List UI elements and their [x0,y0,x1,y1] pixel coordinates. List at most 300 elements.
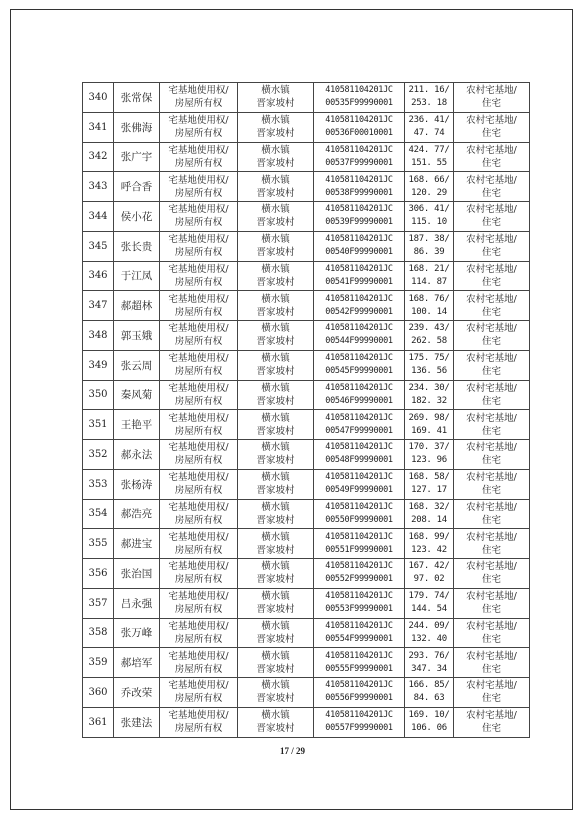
area-line-1: 167. 42/ [408,561,450,572]
location-line-1: 横水镇 [261,531,290,543]
right-type-cell [160,350,238,380]
location-line-1: 横水镇 [261,442,290,454]
usage-cell [454,231,530,261]
right-type-line-1: 宅基地使用权/ [168,650,229,662]
record-number-cell: 345 [83,231,114,261]
area-line-1: 187. 38/ [408,234,450,245]
right-type-line-1: 宅基地使用权/ [168,85,229,97]
right-type-cell [160,261,238,291]
right-type-cell [160,707,238,737]
unit-code-cell [314,440,405,470]
right-type-cell [160,469,238,499]
right-type-line-1: 宅基地使用权/ [168,115,229,127]
location-line-1: 横水镇 [261,115,290,127]
unit-code-cell [314,202,405,232]
right-type-cell [160,380,238,410]
owner-name-cell: 郝浩亮 [114,499,160,529]
record-number-cell: 341 [83,112,114,142]
right-type-line-1: 宅基地使用权/ [168,710,229,722]
usage-line-1: 农村宅基地/ [466,293,517,305]
unit-code-line-1: 410581104201JC [325,412,393,423]
usage-line-2: 住宅 [481,693,501,705]
usage-line-1: 农村宅基地/ [466,174,517,186]
unit-code-line-2: 00550F99990001 [325,514,393,525]
location-cell [238,588,314,618]
location-line-2: 晋家坡村 [256,455,295,467]
usage-line-2: 住宅 [481,247,501,259]
usage-cell [454,588,530,618]
unit-code-cell [314,707,405,737]
area-line-2: 253. 18 [411,98,447,109]
usage-cell [454,261,530,291]
location-line-1: 横水镇 [261,204,290,216]
area-cell [405,380,454,410]
location-cell [238,231,314,261]
location-line-2: 晋家坡村 [256,187,295,199]
area-cell [405,112,454,142]
unit-code-line-1: 410581104201JC [325,620,393,631]
usage-cell [454,618,530,648]
right-type-cell [160,83,238,113]
location-line-2: 晋家坡村 [256,574,295,586]
area-line-2: 132. 40 [411,633,447,644]
unit-code-cell [314,261,405,291]
unit-code-cell [314,499,405,529]
location-cell [238,261,314,291]
location-line-2: 晋家坡村 [256,723,295,735]
usage-line-2: 住宅 [481,514,501,526]
right-type-line-2: 房屋所有权 [174,455,223,467]
owner-name-cell: 张常保 [114,83,160,113]
unit-code-cell [314,678,405,708]
area-line-2: 169. 41 [411,425,447,436]
usage-cell [454,142,530,172]
area-cell [405,648,454,678]
owner-name-cell: 王艳平 [114,410,160,440]
usage-cell [454,380,530,410]
table-row [83,529,530,559]
record-number-cell: 353 [83,469,114,499]
location-line-2: 晋家坡村 [256,217,295,229]
area-cell [405,707,454,737]
right-type-line-2: 房屋所有权 [174,217,223,229]
location-cell [238,380,314,410]
unit-code-line-2: 00555F99990001 [325,663,393,674]
usage-line-2: 住宅 [481,336,501,348]
right-type-line-1: 宅基地使用权/ [168,620,229,632]
area-line-1: 169. 10/ [408,710,450,721]
location-line-2: 晋家坡村 [256,514,295,526]
record-number-cell: 347 [83,291,114,321]
right-type-line-1: 宅基地使用权/ [168,323,229,335]
usage-line-1: 农村宅基地/ [466,680,517,692]
area-cell [405,618,454,648]
right-type-line-1: 宅基地使用权/ [168,680,229,692]
usage-line-2: 住宅 [481,306,501,318]
right-type-line-2: 房屋所有权 [174,366,223,378]
area-line-2: 127. 17 [411,485,447,496]
right-type-line-2: 房屋所有权 [174,574,223,586]
right-type-line-2: 房屋所有权 [174,276,223,288]
usage-line-1: 农村宅基地/ [466,531,517,543]
usage-cell [454,291,530,321]
unit-code-line-2: 00535F99990001 [325,98,393,109]
usage-line-2: 住宅 [481,574,501,586]
usage-line-2: 住宅 [481,633,501,645]
location-cell [238,410,314,440]
location-line-1: 横水镇 [261,650,290,662]
location-line-2: 晋家坡村 [256,336,295,348]
area-line-1: 168. 58/ [408,472,450,483]
usage-line-1: 农村宅基地/ [466,204,517,216]
usage-line-2: 住宅 [481,544,501,556]
right-type-line-2: 房屋所有权 [174,693,223,705]
right-type-line-2: 房屋所有权 [174,157,223,169]
usage-line-2: 住宅 [481,663,501,675]
unit-code-cell [314,291,405,321]
usage-line-2: 住宅 [481,217,501,229]
unit-code-line-1: 410581104201JC [325,234,393,245]
right-type-cell [160,529,238,559]
right-type-cell [160,440,238,470]
location-cell [238,142,314,172]
unit-code-line-1: 410581104201JC [325,472,393,483]
right-type-cell [160,112,238,142]
record-number-cell: 352 [83,440,114,470]
usage-cell [454,83,530,113]
table-row [83,559,530,589]
location-line-2: 晋家坡村 [256,128,295,140]
table-row [83,410,530,440]
area-cell [405,529,454,559]
location-line-2: 晋家坡村 [256,157,295,169]
usage-line-1: 农村宅基地/ [466,620,517,632]
area-line-2: 347. 34 [411,663,447,674]
record-number-cell: 344 [83,202,114,232]
area-cell [405,678,454,708]
right-type-line-1: 宅基地使用权/ [168,382,229,394]
owner-name-cell: 侯小花 [114,202,160,232]
usage-line-2: 住宅 [481,187,501,199]
area-line-1: 168. 66/ [408,174,450,185]
area-cell [405,559,454,589]
usage-line-2: 住宅 [481,128,501,140]
right-type-line-2: 房屋所有权 [174,128,223,140]
location-line-2: 晋家坡村 [256,633,295,645]
table-row [83,440,530,470]
unit-code-line-1: 410581104201JC [325,174,393,185]
unit-code-cell [314,588,405,618]
location-cell [238,529,314,559]
usage-cell [454,321,530,351]
table-row [83,172,530,202]
owner-name-cell: 郝超林 [114,291,160,321]
area-cell [405,321,454,351]
location-cell [238,678,314,708]
area-line-2: 123. 42 [411,544,447,555]
owner-name-cell: 于江凤 [114,261,160,291]
unit-code-cell [314,469,405,499]
location-line-1: 横水镇 [261,85,290,97]
location-line-2: 晋家坡村 [256,425,295,437]
right-type-cell [160,142,238,172]
page-number: 17 / 29 [279,746,305,756]
location-line-1: 横水镇 [261,293,290,305]
usage-line-2: 住宅 [481,723,501,735]
usage-cell [454,440,530,470]
area-line-2: 262. 58 [411,336,447,347]
right-type-cell [160,499,238,529]
owner-name-cell: 张杨涛 [114,469,160,499]
table-body [83,83,530,738]
area-line-2: 84. 63 [413,693,445,704]
unit-code-line-1: 410581104201JC [325,353,393,364]
location-line-2: 晋家坡村 [256,395,295,407]
location-line-1: 横水镇 [261,412,290,424]
location-line-1: 横水镇 [261,234,290,246]
area-line-1: 239. 43/ [408,323,450,334]
owner-name-cell: 郝永法 [114,440,160,470]
unit-code-line-1: 410581104201JC [325,144,393,155]
table-row [83,142,530,172]
record-number-cell: 355 [83,529,114,559]
right-type-line-2: 房屋所有权 [174,425,223,437]
usage-cell [454,172,530,202]
unit-code-cell [314,112,405,142]
right-type-cell [160,588,238,618]
location-line-2: 晋家坡村 [256,693,295,705]
unit-code-line-2: 00556F99990001 [325,693,393,704]
usage-line-1: 农村宅基地/ [466,650,517,662]
unit-code-line-1: 410581104201JC [325,204,393,215]
location-cell [238,469,314,499]
location-cell [238,440,314,470]
owner-name-cell: 张万峰 [114,618,160,648]
unit-code-line-2: 00552F99990001 [325,574,393,585]
right-type-line-2: 房屋所有权 [174,663,223,675]
owner-name-cell: 郝培军 [114,648,160,678]
usage-line-2: 住宅 [481,604,501,616]
usage-line-2: 住宅 [481,485,501,497]
area-cell [405,291,454,321]
table-row [83,261,530,291]
right-type-line-2: 房屋所有权 [174,247,223,259]
table-row [83,112,530,142]
area-cell [405,202,454,232]
usage-cell [454,648,530,678]
usage-line-1: 农村宅基地/ [466,115,517,127]
unit-code-line-1: 410581104201JC [325,85,393,96]
usage-line-1: 农村宅基地/ [466,263,517,275]
right-type-line-1: 宅基地使用权/ [168,293,229,305]
right-type-line-1: 宅基地使用权/ [168,353,229,365]
area-cell [405,440,454,470]
record-number-cell: 349 [83,350,114,380]
unit-code-cell [314,529,405,559]
unit-code-cell [314,350,405,380]
area-line-2: 86. 39 [413,247,445,258]
location-line-1: 横水镇 [261,591,290,603]
right-type-line-2: 房屋所有权 [174,723,223,735]
record-number-cell: 346 [83,261,114,291]
unit-code-cell [314,380,405,410]
unit-code-line-2: 00541F99990001 [325,276,393,287]
area-line-1: 168. 76/ [408,293,450,304]
owner-name-cell: 秦风菊 [114,380,160,410]
area-line-1: 175. 75/ [408,353,450,364]
area-line-1: 168. 99/ [408,531,450,542]
owner-name-cell: 张长贵 [114,231,160,261]
unit-code-line-1: 410581104201JC [325,680,393,691]
area-cell [405,172,454,202]
area-line-1: 244. 09/ [408,620,450,631]
right-type-line-2: 房屋所有权 [174,98,223,110]
table-row [83,678,530,708]
table-row [83,588,530,618]
right-type-cell [160,410,238,440]
unit-code-line-1: 410581104201JC [325,293,393,304]
table-row [83,707,530,737]
record-number-cell: 357 [83,588,114,618]
area-cell [405,410,454,440]
area-line-2: 136. 56 [411,366,447,377]
right-type-cell [160,321,238,351]
usage-line-1: 农村宅基地/ [466,442,517,454]
right-type-line-1: 宅基地使用权/ [168,591,229,603]
location-cell [238,321,314,351]
usage-cell [454,499,530,529]
location-line-1: 横水镇 [261,174,290,186]
area-line-1: 236. 41/ [408,115,450,126]
unit-code-line-2: 00544F99990001 [325,336,393,347]
unit-code-cell [314,321,405,351]
location-line-1: 横水镇 [261,382,290,394]
owner-name-cell: 呼合香 [114,172,160,202]
unit-code-line-2: 00538F99990001 [325,187,393,198]
location-line-1: 横水镇 [261,472,290,484]
owner-name-cell: 郝进宝 [114,529,160,559]
usage-line-1: 农村宅基地/ [466,144,517,156]
unit-code-line-2: 00553F99990001 [325,604,393,615]
table-row [83,618,530,648]
location-line-2: 晋家坡村 [256,485,295,497]
unit-code-line-2: 00549F99990001 [325,485,393,496]
unit-code-cell [314,618,405,648]
usage-cell [454,350,530,380]
area-line-2: 123. 96 [411,455,447,466]
unit-code-line-2: 00542F99990001 [325,306,393,317]
unit-code-cell [314,648,405,678]
area-line-2: 47. 74 [413,128,445,139]
area-line-1: 211. 16/ [408,85,450,96]
unit-code-cell [314,559,405,589]
area-cell [405,142,454,172]
right-type-line-1: 宅基地使用权/ [168,174,229,186]
table-row [83,648,530,678]
location-line-2: 晋家坡村 [256,604,295,616]
location-line-1: 横水镇 [261,561,290,573]
table-row [83,83,530,113]
area-cell [405,350,454,380]
area-line-2: 144. 54 [411,604,447,615]
area-line-2: 115. 10 [411,217,447,228]
unit-code-line-1: 410581104201JC [325,115,393,126]
location-cell [238,648,314,678]
area-line-1: 306. 41/ [408,204,450,215]
record-number-cell: 343 [83,172,114,202]
location-line-1: 横水镇 [261,680,290,692]
right-type-cell [160,648,238,678]
unit-code-line-2: 00545F99990001 [325,366,393,377]
location-cell [238,618,314,648]
unit-code-line-1: 410581104201JC [325,263,393,274]
location-line-1: 横水镇 [261,620,290,632]
location-cell [238,202,314,232]
usage-line-1: 农村宅基地/ [466,353,517,365]
area-line-2: 114. 87 [411,276,447,287]
area-line-2: 100. 14 [411,306,447,317]
owner-name-cell: 张佛海 [114,112,160,142]
location-line-1: 横水镇 [261,323,290,335]
right-type-cell [160,678,238,708]
owner-name-cell: 张治国 [114,559,160,589]
owner-name-cell: 吕永强 [114,588,160,618]
area-line-1: 293. 76/ [408,650,450,661]
area-line-2: 182. 32 [411,395,447,406]
area-cell [405,231,454,261]
unit-code-line-1: 410581104201JC [325,531,393,542]
right-type-line-1: 宅基地使用权/ [168,234,229,246]
record-number-cell: 358 [83,618,114,648]
area-cell [405,83,454,113]
usage-line-2: 住宅 [481,366,501,378]
right-type-cell [160,231,238,261]
record-number-cell: 359 [83,648,114,678]
record-number-cell: 350 [83,380,114,410]
table-row [83,231,530,261]
usage-cell [454,112,530,142]
area-line-2: 208. 14 [411,514,447,525]
right-type-line-1: 宅基地使用权/ [168,531,229,543]
area-cell [405,469,454,499]
usage-line-1: 农村宅基地/ [466,561,517,573]
record-number-cell: 360 [83,678,114,708]
area-line-1: 179. 74/ [408,591,450,602]
right-type-line-2: 房屋所有权 [174,395,223,407]
location-cell [238,172,314,202]
unit-code-line-1: 410581104201JC [325,650,393,661]
right-type-cell [160,291,238,321]
unit-code-cell [314,172,405,202]
location-line-2: 晋家坡村 [256,366,295,378]
unit-code-line-2: 00547F99990001 [325,425,393,436]
location-cell [238,707,314,737]
area-line-2: 151. 55 [411,157,447,168]
usage-cell [454,410,530,440]
record-number-cell: 351 [83,410,114,440]
unit-code-line-2: 00551F99990001 [325,544,393,555]
unit-code-line-2: 00557F99990001 [325,723,393,734]
unit-code-line-2: 00536F00010001 [325,128,393,139]
unit-code-line-1: 410581104201JC [325,323,393,334]
table-row [83,380,530,410]
usage-cell [454,707,530,737]
location-line-2: 晋家坡村 [256,98,295,110]
area-line-1: 424. 77/ [408,144,450,155]
usage-cell [454,678,530,708]
right-type-line-1: 宅基地使用权/ [168,472,229,484]
right-type-line-2: 房屋所有权 [174,633,223,645]
